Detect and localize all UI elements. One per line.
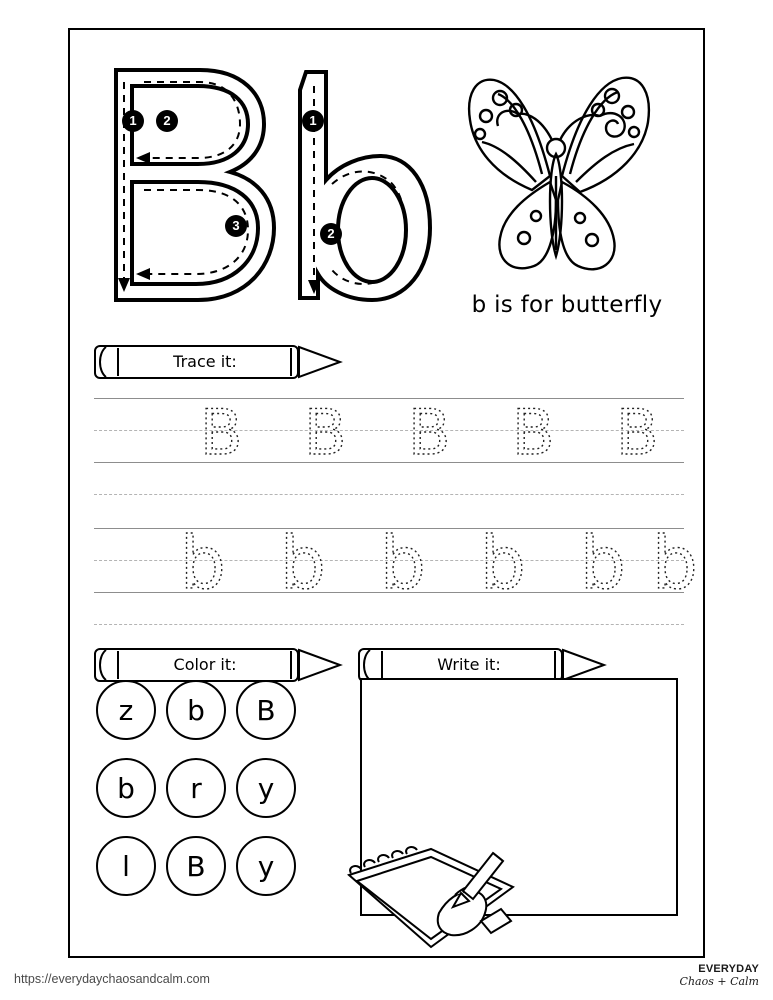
svg-text:b: b [652,524,698,600]
trace-it-label: Trace it: [173,352,237,371]
color-circle[interactable]: B [236,680,296,740]
footer-brand-line1: EVERYDAY [698,963,759,975]
step-dot-3: 3 [225,215,247,237]
write-it-label: Write it: [437,655,501,674]
color-circle[interactable]: b [96,758,156,818]
uppercase-b-outline [92,60,282,310]
step-dot-1: 1 [122,110,144,132]
trace-uppercase-lines [94,398,684,498]
butterfly-icon [442,50,677,300]
illustration-caption: b is for butterfly [471,292,663,318]
trace-it-banner [94,345,344,379]
svg-text:b: b [480,524,526,600]
worksheet-page [68,28,705,958]
svg-text:b: b [380,524,426,600]
lowercase-letter-trace-guide [288,60,438,315]
trace-lowercase-lines [94,524,698,628]
color-it-label: Color it: [173,655,237,674]
color-circle[interactable]: y [236,758,296,818]
step-dot-1: 1 [302,110,324,132]
trace-letter-lowercase: b [180,524,226,600]
footer-brand-line2: Chaos + Calm [679,975,759,988]
color-circle[interactable]: z [96,680,156,740]
color-circle[interactable]: y [236,836,296,896]
color-circle[interactable]: r [166,758,226,818]
color-circle[interactable]: B [166,836,226,896]
lowercase-b-outline [288,60,438,310]
footer-url[interactable]: https://everydaychaosandcalm.com [14,972,210,986]
trace-letter-uppercase: B [200,396,243,466]
color-circle[interactable]: l [96,836,156,896]
write-it-banner [358,648,608,682]
footer-brand [680,963,759,988]
svg-text:B: B [408,396,451,466]
color-it-banner [94,648,344,682]
step-dot-2: 2 [320,223,342,245]
svg-text:B: B [304,396,347,466]
svg-text:B: B [616,396,659,466]
step-dot-2: 2 [156,110,178,132]
svg-text:b: b [580,524,626,600]
letter-formation-row [70,30,707,330]
svg-text:B: B [512,396,555,466]
svg-text:b: b [280,524,326,600]
notebook-and-pencil-icon [335,835,520,965]
color-circle[interactable]: b [166,680,226,740]
uppercase-letter-trace-guide [92,60,282,315]
